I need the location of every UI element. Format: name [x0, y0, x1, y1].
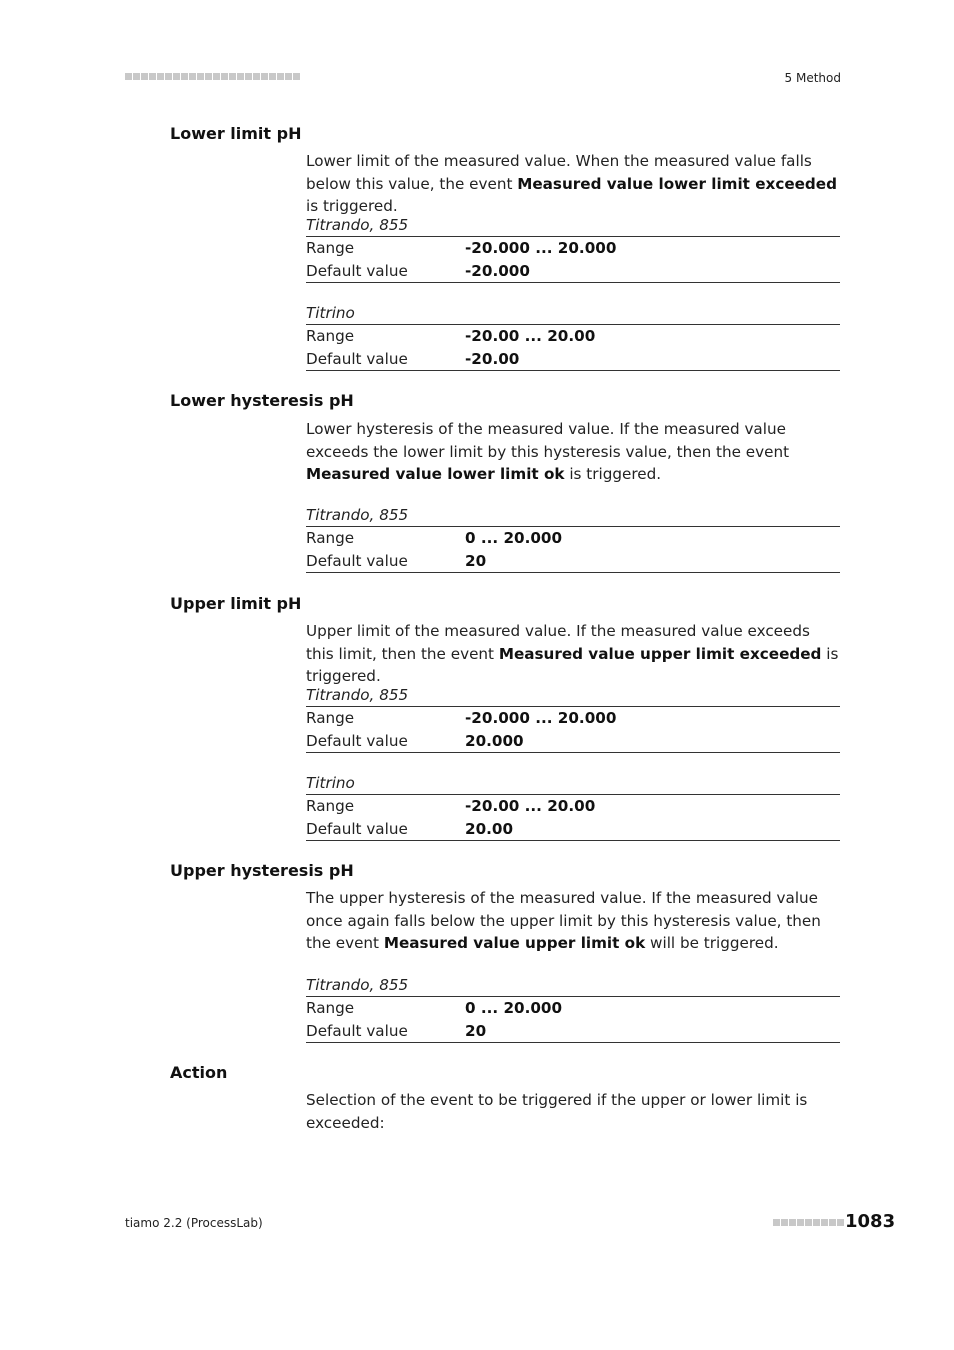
table-row: [306, 707, 840, 730]
footer-decoration: [773, 1219, 844, 1226]
table-row: [306, 325, 840, 348]
event-name: Measured value lower limit exceeded: [517, 174, 837, 193]
table-row: [306, 795, 840, 818]
section-description: [306, 887, 840, 955]
header-chapter: 5 Method: [784, 71, 841, 85]
section-title: Action: [170, 1063, 228, 1082]
row-label: Default value: [306, 349, 408, 368]
description-text: Lower limit of the measured value. When the measured value falls below this value, the event: [306, 152, 812, 193]
row-value: 0 ... 20.000: [465, 529, 563, 547]
description-text: The upper hysteresis of the measured value. If the measured value once again falls below the upper limit by this hysteresis value, then the event: [306, 889, 821, 952]
table-rule: [306, 370, 840, 371]
table-rule: [306, 282, 840, 283]
table-row: [306, 1020, 840, 1043]
table-caption: Titrando, 855: [306, 684, 840, 707]
description-text: is triggered.: [306, 197, 398, 215]
header-decoration: [125, 73, 300, 80]
parameter-table: [306, 772, 840, 841]
row-label: Default value: [306, 731, 408, 750]
row-label: Range: [306, 999, 355, 1017]
row-value: 20.00: [465, 819, 514, 838]
table-row: [306, 550, 840, 573]
table-caption: Titrino: [306, 302, 840, 325]
row-label: Range: [306, 327, 355, 345]
table-rule: [306, 840, 840, 841]
row-label: Range: [306, 797, 355, 815]
section-title: Upper hysteresis pH: [170, 861, 354, 880]
description-text: Lower hysteresis of the measured value. If the measured value exceeds the lower limit by this hysteresis value, then the event: [306, 420, 790, 461]
table-row: [306, 818, 840, 841]
table-caption: Titrino: [306, 772, 840, 795]
section-title: Lower limit pH: [170, 124, 302, 143]
event-name: Measured value upper limit ok: [383, 934, 646, 952]
row-value: 0 ... 20.000: [465, 999, 563, 1017]
row-value: -20.000: [465, 261, 530, 280]
description-text: will be triggered.: [645, 934, 779, 952]
section-description: [306, 150, 840, 218]
footer-product: tiamo 2.2 (ProcessLab): [125, 1216, 263, 1230]
parameter-table: [306, 974, 840, 1043]
table-row: [306, 730, 840, 753]
row-label: Default value: [306, 1021, 408, 1040]
description-text: Upper limit of the measured value. If the measured value exceeds this limit, then the event: [306, 622, 810, 663]
row-value: -20.00: [465, 349, 520, 368]
table-row: [306, 260, 840, 283]
description-text: is triggered.: [306, 644, 839, 685]
row-label: Range: [306, 529, 355, 547]
parameter-table: [306, 214, 840, 283]
page-number: 1083: [845, 1211, 896, 1232]
parameter-table: [306, 684, 840, 753]
section-description: [306, 620, 840, 688]
row-label: Range: [306, 239, 355, 257]
row-value: -20.00 ... 20.00: [465, 327, 596, 345]
event-name: Measured value lower limit ok: [306, 465, 565, 483]
row-value: -20.00 ... 20.00: [465, 797, 596, 815]
row-value: -20.000 ... 20.000: [465, 239, 617, 257]
table-row: [306, 237, 840, 260]
table-row: [306, 527, 840, 550]
section-title: Lower hysteresis pH: [170, 391, 354, 410]
table-caption: Titrando, 855: [306, 974, 840, 997]
table-rule: [306, 572, 840, 573]
event-name: Measured value upper limit exceeded: [498, 644, 822, 663]
row-value: -20.000 ... 20.000: [465, 709, 617, 727]
description-text: Selection of the event to be triggered if the upper or lower limit is exceeded:: [306, 1091, 808, 1132]
table-row: [306, 997, 840, 1020]
row-label: Default value: [306, 551, 408, 570]
description-text: is triggered.: [564, 465, 662, 483]
table-rule: [306, 1042, 840, 1043]
parameter-table: [306, 504, 840, 573]
table-caption: Titrando, 855: [306, 504, 840, 527]
section-description: [306, 418, 840, 486]
row-value: 20.000: [465, 731, 524, 750]
parameter-table: [306, 302, 840, 371]
row-value: 20: [465, 1021, 487, 1040]
row-value: 20: [465, 551, 487, 570]
table-row: [306, 348, 840, 371]
section-title: Upper limit pH: [170, 594, 302, 613]
section-description: [306, 1089, 840, 1134]
table-caption: Titrando, 855: [306, 214, 840, 237]
row-label: Range: [306, 709, 355, 727]
table-rule: [306, 752, 840, 753]
row-label: Default value: [306, 819, 408, 838]
row-label: Default value: [306, 261, 408, 280]
